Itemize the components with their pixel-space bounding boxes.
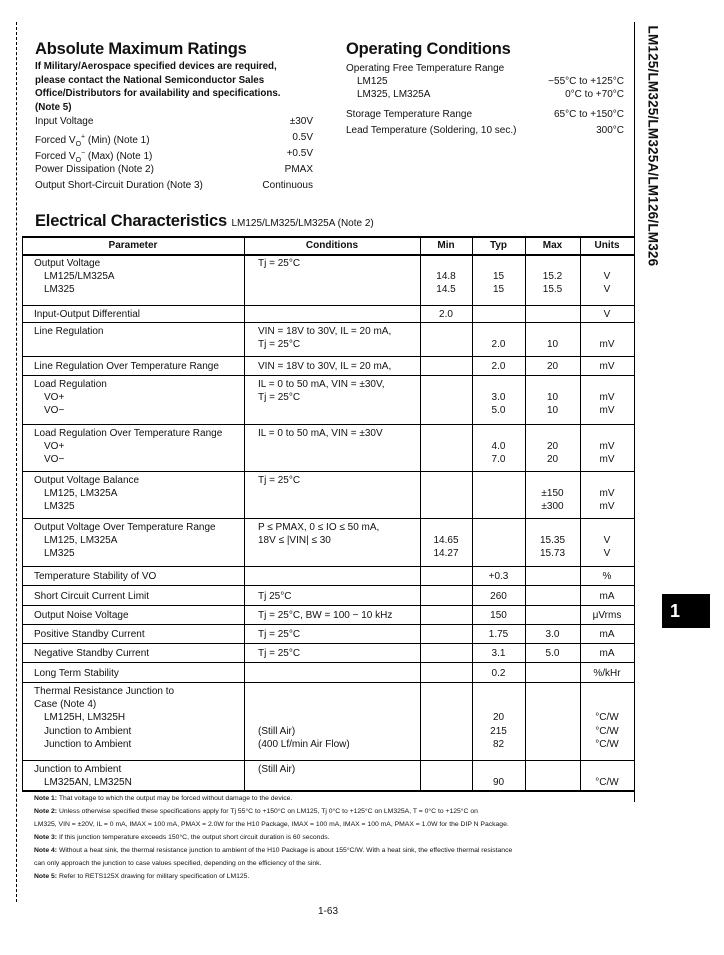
table-cell-parameter: LM325 [44,548,75,560]
table-cell-parameter: Negative Standby Current [34,648,150,659]
table-cell-parameter: LM325AN, LM325N [44,777,132,789]
note-tag: Note 3: [34,834,58,841]
table-cell-conditions: P ≤ PMAX, 0 ≤ IO ≤ 50 mA, [258,522,380,533]
table-cell-max: 3.0 [545,629,560,640]
note-tag: Note 1: [34,795,58,802]
table-rule [22,682,634,683]
table-cell-typ: 7.0 [491,454,506,466]
table-cell-u: mV [599,454,615,466]
table-cell-u: mA [599,648,615,659]
table-cell-parameter: LM325 [44,501,75,513]
table-cell-u: °C/W [595,777,619,789]
table-cell-min: 14.8 [436,271,456,283]
note-text: can only approach the junction to case values specified, depending on the efficiency of the sink. [34,860,322,867]
table-cell-u: V [603,271,611,283]
table-cell-parameter: Output Voltage Over Temperature Range [34,522,216,533]
table-cell-u: % [602,571,612,582]
table-cell-typ: 15 [492,271,505,283]
table-cell-parameter: LM125, LM325A [44,535,118,547]
note-tag: Note 2: [34,808,58,815]
op-cond-title: Operating Conditions [346,40,511,58]
table-cell-conditions: 18V ≤ |VIN| ≤ 30 [258,535,331,547]
table-cell-typ: 260 [490,590,507,602]
page-number: 1-63 [318,906,339,917]
table-column-rule [22,236,23,790]
table-cell-conditions: Tj = 25°C [258,392,301,404]
table-cell-min: 14.27 [433,548,459,560]
table-cell-parameter: VO+ [44,392,65,404]
abs-max-title: Absolute Maximum Ratings [35,40,247,58]
table-rule [22,624,634,625]
table-cell-u: V [603,284,611,296]
table-cell-max: 15.2 [542,271,563,283]
table-rule [22,760,634,761]
table-cell-typ: 0.2 [491,667,506,679]
table-cell-u: mV [599,501,615,513]
table-cell-min: 2.0 [439,309,453,320]
table-cell-parameter: Short Circuit Current Limit [34,590,150,602]
note-tag: Note 5: [34,873,58,880]
table-cell-typ: +0.3 [488,571,509,582]
table-cell-parameter: LM125, LM325A [44,488,118,500]
note [34,833,634,844]
table-cell-typ: 90 [492,777,505,789]
table-cell-max: 5.0 [545,648,560,659]
table-cell-conditions: VIN = 18V to 30V, IL = 20 mA, [258,326,392,337]
table-cell-u: mV [599,488,615,500]
table-cell-u: V [603,309,611,320]
table-cell-u: mV [599,405,615,417]
table-cell-typ: 215 [490,725,507,737]
table-rule [22,424,634,425]
note [34,820,634,831]
table-cell-typ: 3.0 [491,392,506,404]
table-rule [22,605,634,606]
table-rule [22,518,634,519]
table-cell-parameter: Load Regulation Over Temperature Range [34,428,223,439]
table-cell-conditions: Tj = 25°C [258,339,301,351]
table-cell-conditions: (400 Lf/min Air Flow) [258,738,350,750]
table-header: Typ [489,240,508,251]
table-cell-u: mA [599,629,615,640]
table-cell-conditions: Tj = 25°C [258,475,301,486]
table-rule [22,236,634,238]
table-cell-max: 20 [546,441,559,453]
table-cell-typ: 2.0 [491,361,506,372]
table-cell-parameter: LM125/LM325A [44,271,115,283]
table-cell-max: 15.35 [539,535,566,547]
table-cell-typ: 2.0 [491,339,506,351]
table-rule [22,790,634,792]
op-cond-list: Operating Free Temperature Range LM125 −55°C to +125°C LM325, LM325A 0°C to +70°C Storage Temperature Range 65°C to +150°C Lead Temperature (Soldering, 10 sec.) 300°C [346,63,624,136]
abs-max-list: Input Voltage ±30V Forced $V_O^+$ (Min) (Note 1) 0.5V Forced $V_O^-$ (Max) (Note 1) +0.5V Power Dissipation (Note 2) PMAX Output Short-Circuit Duration (Note 3) Continuous [35,116,313,191]
note-text: Unless otherwise specified these specifications apply for Tj 55°C to +150°C on LM125, Tj 0°C to +125°C on LM325A, T = 0°C to +125°C on [58,808,478,815]
table-cell-u: °C/W [595,712,619,724]
table-cell-conditions: Tj = 25°C, BW = 100 − 10 kHz [258,610,393,621]
table-rule [22,375,634,376]
table-cell-parameter: Output Voltage [34,258,101,269]
table-cell-typ: 82 [492,738,505,750]
table-cell-conditions: IL = 0 to 50 mA, VIN = ±30V [258,428,383,439]
table-cell-u: %/kHr [593,667,621,679]
table-cell-max: 10 [546,339,559,351]
note [34,872,634,883]
table-cell-u: mV [599,392,615,404]
table-cell-u: mV [599,441,615,453]
note [34,859,634,870]
table-cell-max: 10 [546,405,559,417]
table-cell-conditions: Tj 25°C [258,590,292,602]
table-cell-typ: 3.1 [491,648,506,659]
table-header: Units [594,240,620,251]
table-cell-conditions: (Still Air) [258,764,296,775]
table-cell-parameter: Line Regulation [34,326,104,337]
table-rule [22,305,634,306]
table-rule [22,356,634,357]
table-cell-parameter: Case (Note 4) [34,699,97,711]
table-cell-parameter: Thermal Resistance Junction to [34,686,175,697]
table-cell-typ: 4.0 [491,441,506,453]
table-cell-u: V [603,548,611,560]
note [34,794,634,805]
table-rule [22,662,634,663]
table-cell-u: V [603,535,611,547]
table-header: Conditions [305,240,359,251]
note [34,846,634,857]
table-cell-parameter: VO− [44,454,65,466]
note-text: LM325, VIN = ±20V, IL = 0 mA, IMAX = 100 mA, PMAX = 2.0W for the H10 Package, IMAX = 100 mA, IMAX = 100 mA, PMAX = 1.0W for the DIP N Package. [34,821,509,828]
table-cell-parameter: LM325 [44,284,75,296]
table-cell-max: 15.73 [539,548,566,560]
table-rule [22,254,634,256]
table-cell-typ: 150 [490,610,507,621]
table-cell-parameter: Input-Output Differential [34,309,140,320]
table-cell-min: 14.5 [436,284,456,296]
table-rule [22,322,634,323]
table-cell-max: ±300 [541,501,564,513]
table-cell-parameter: Long Term Stability [34,667,119,679]
table-cell-parameter: LM125H, LM325H [44,712,126,724]
table-cell-u: mV [599,361,615,372]
note [34,807,634,818]
military-note: If Military/Aerospace specified devices are required, please contact the National Semiconductor Sales Office/Distributors for availability and specifications. (Note 5) [35,61,281,113]
table-cell-parameter: Temperature Stability of VO [34,571,157,582]
table-header: Max [542,240,563,251]
table-cell-parameter: Junction to Ambient [34,764,122,775]
table-cell-conditions: (Still Air) [258,725,296,737]
table-cell-conditions: IL = 0 to 50 mA, VIN = ±30V, [258,379,385,390]
table-cell-conditions: Tj = 25°C [258,629,301,640]
table-cell-u: °C/W [595,725,619,737]
table-cell-conditions: VIN = 18V to 30V, IL = 20 mA, [258,361,392,372]
table-cell-conditions: Tj = 25°C [258,258,301,269]
table-cell-parameter: Junction to Ambient [44,725,132,737]
table-cell-typ: 1.75 [488,629,509,640]
ec-title: Electrical Characteristics LM125/LM325/LM325A (Note 2) [35,212,374,230]
table-cell-parameter: Line Regulation Over Temperature Range [34,361,219,372]
table-cell-min: 14.65 [433,535,459,547]
table-cell-max: ±150 [541,488,564,500]
table-cell-conditions: Tj = 25°C [258,648,301,659]
table-header: Parameter [108,240,158,251]
table-cell-max: 20 [546,454,559,466]
table-header: Min [437,240,455,251]
table-rule [22,643,634,644]
table-cell-u: μVrms [592,610,622,621]
section-tab: 1 [662,594,710,628]
note-tag: Note 4: [34,847,58,854]
table-cell-u: mV [599,339,615,351]
table-rule [22,471,634,472]
table-cell-parameter: Output Noise Voltage [34,610,129,621]
note-text: That voltage to which the output may be forced without damage to the device. [58,795,293,802]
table-cell-u: °C/W [595,738,619,750]
table-cell-max: 15.5 [542,284,563,296]
table-cell-parameter: Junction to Ambient [44,738,132,750]
table-cell-parameter: Output Voltage Balance [34,475,140,486]
table-cell-typ: 15 [492,284,505,296]
table-rule [22,585,634,586]
table-cell-max: 10 [546,392,559,404]
table-cell-parameter: VO− [44,405,65,417]
table-cell-typ: 20 [492,712,505,724]
table-cell-parameter: Positive Standby Current [34,629,145,640]
table-cell-parameter: Load Regulation [34,379,107,390]
note-text: If this junction temperature exceeds 150°C, the output short circuit duration is 60 seconds. [58,834,330,841]
note-text: Without a heat sink, the thermal resistance junction to ambient of the H10 Package is about 155°C/W. With a heat sink, the effective thermal resistance [58,847,513,854]
table-cell-parameter: VO+ [44,441,65,453]
table-cell-max: 20 [546,361,559,372]
table-column-rule [244,236,245,790]
side-title: LM125/LM325/LM325A/LM126/LM326 [645,25,661,267]
note-text: Refer to RETS125X drawing for military specification of LM125. [58,873,250,880]
table-cell-u: mA [599,590,615,602]
table-rule [22,566,634,567]
table-cell-typ: 5.0 [491,405,506,417]
